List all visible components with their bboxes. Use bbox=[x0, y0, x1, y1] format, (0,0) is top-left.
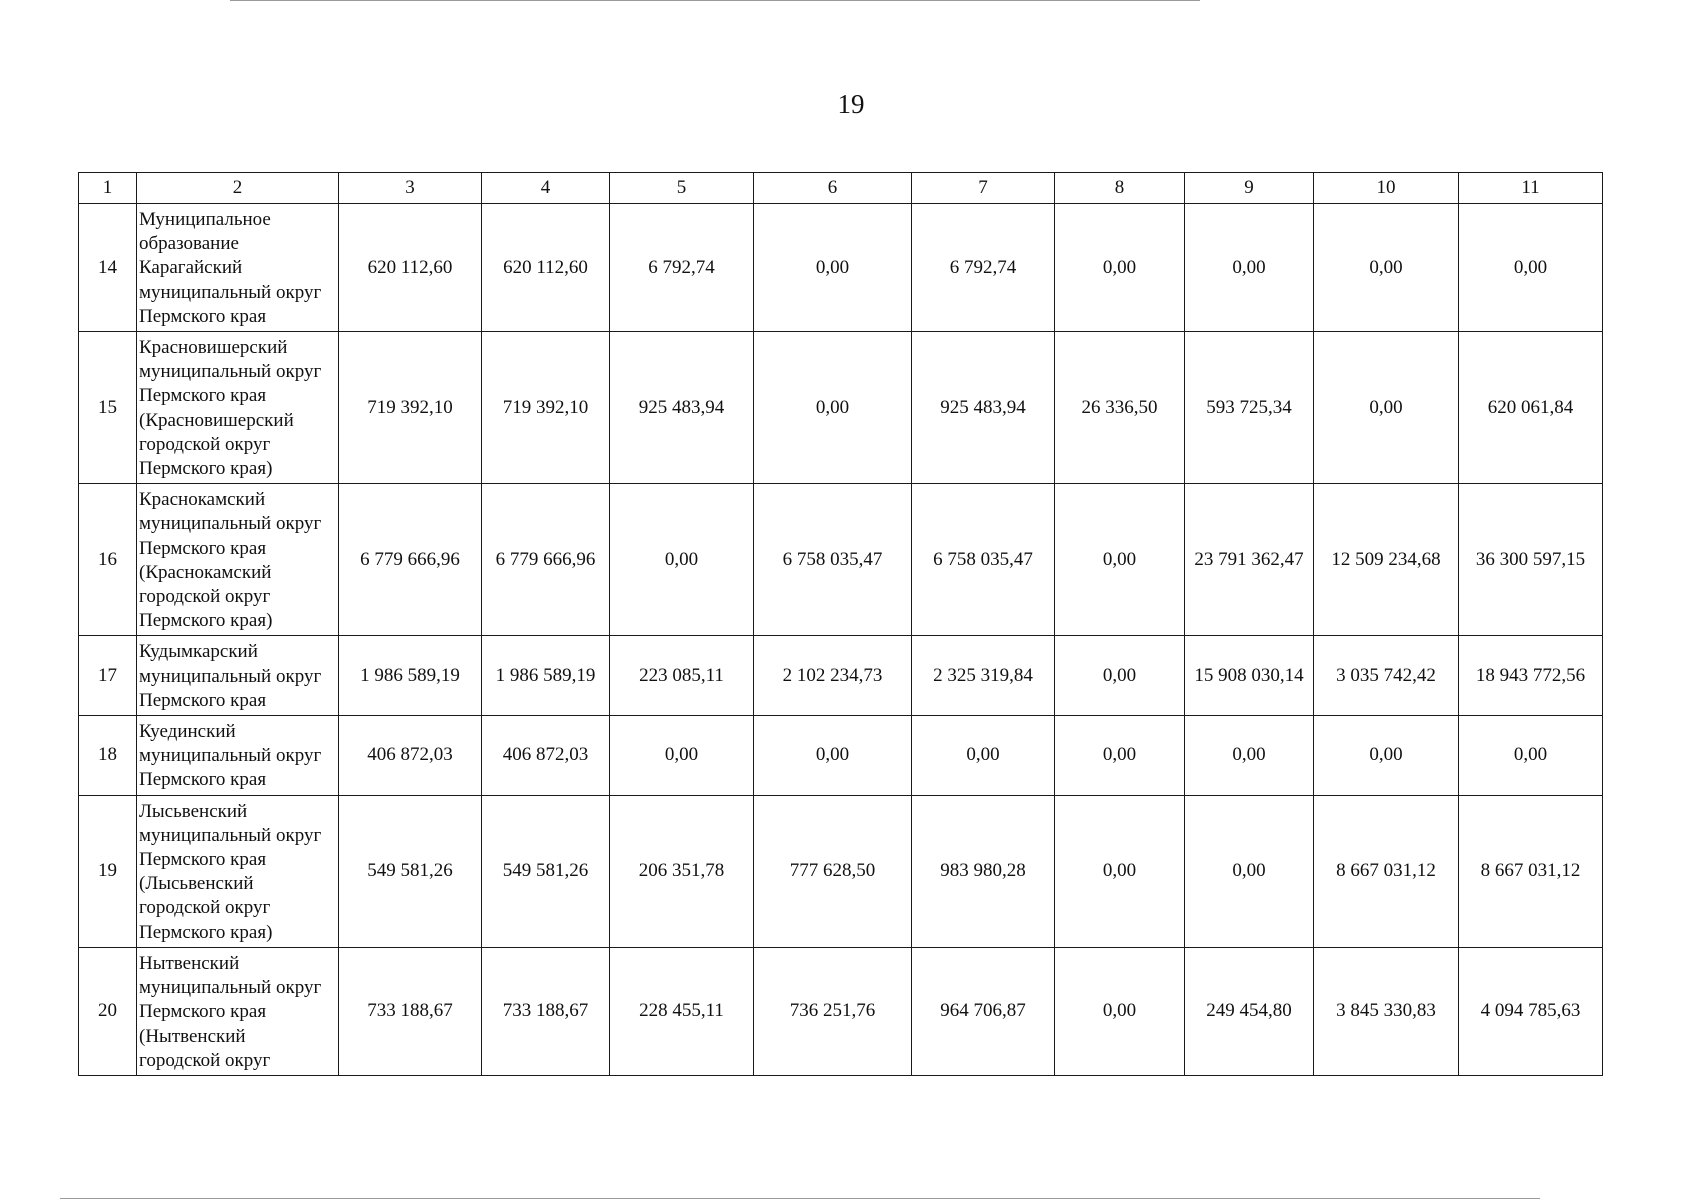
municipality-name-cell bbox=[137, 795, 339, 947]
value-cell-col-4: 549 581,26 bbox=[482, 795, 610, 947]
row-number-cell: 17 bbox=[79, 636, 137, 716]
row-number-cell: 15 bbox=[79, 332, 137, 484]
municipality-name-line: Пермского края) bbox=[139, 458, 273, 480]
municipality-name-line: Красновишерский bbox=[139, 337, 288, 359]
value-cell-col-3: 549 581,26 bbox=[339, 795, 482, 947]
column-header: 6 bbox=[754, 173, 912, 204]
table-body bbox=[79, 204, 1603, 1076]
value-cell-col-9: 0,00 bbox=[1185, 716, 1314, 796]
municipality-name-line: городской округ bbox=[139, 433, 271, 455]
value-cell-col-7: 6 758 035,47 bbox=[912, 484, 1055, 636]
municipality-name-line: Пермского края bbox=[139, 537, 267, 559]
value-cell-col-6: 0,00 bbox=[754, 716, 912, 796]
value-cell-col-5: 0,00 bbox=[610, 484, 754, 636]
municipality-name-line: муниципальный округ bbox=[139, 665, 322, 687]
value-cell-col-8: 0,00 bbox=[1055, 947, 1185, 1075]
municipality-name-cell bbox=[137, 484, 339, 636]
value-cell-col-5: 925 483,94 bbox=[610, 332, 754, 484]
value-cell-col-7: 925 483,94 bbox=[912, 332, 1055, 484]
value-cell-col-7: 983 980,28 bbox=[912, 795, 1055, 947]
row-number-cell: 14 bbox=[79, 204, 137, 332]
municipality-name-line: Пермского края bbox=[139, 1001, 267, 1023]
value-cell-col-8: 0,00 bbox=[1055, 204, 1185, 332]
value-cell-col-4: 406 872,03 bbox=[482, 716, 610, 796]
municipality-name-line: муниципальный округ bbox=[139, 977, 322, 999]
value-cell-col-9: 15 908 030,14 bbox=[1185, 636, 1314, 716]
value-cell-col-7: 6 792,74 bbox=[912, 204, 1055, 332]
scan-top-edge bbox=[230, 0, 1200, 1]
value-cell-col-5: 0,00 bbox=[610, 716, 754, 796]
row-number-cell: 16 bbox=[79, 484, 137, 636]
table-row bbox=[79, 332, 1603, 484]
value-cell-col-8: 0,00 bbox=[1055, 716, 1185, 796]
value-cell-col-10: 8 667 031,12 bbox=[1314, 795, 1459, 947]
municipality-name-line: Пермского края bbox=[139, 305, 267, 327]
municipality-name-cell bbox=[137, 332, 339, 484]
municipality-name-line: Пермского края bbox=[139, 849, 267, 871]
municipality-name-line: муниципальный округ bbox=[139, 281, 322, 303]
value-cell-col-9: 249 454,80 bbox=[1185, 947, 1314, 1075]
municipality-name-line: (Краснокамский bbox=[139, 561, 272, 583]
column-header: 8 bbox=[1055, 173, 1185, 204]
value-cell-col-9: 0,00 bbox=[1185, 795, 1314, 947]
value-cell-col-3: 1 986 589,19 bbox=[339, 636, 482, 716]
municipality-name-cell bbox=[137, 716, 339, 796]
column-header: 1 bbox=[79, 173, 137, 204]
value-cell-col-7: 0,00 bbox=[912, 716, 1055, 796]
municipality-name-line: Пермского края) bbox=[139, 610, 273, 632]
municipality-name-line: Пермского края) bbox=[139, 921, 273, 943]
header-row bbox=[79, 173, 1603, 204]
column-header: 7 bbox=[912, 173, 1055, 204]
data-table bbox=[78, 172, 1603, 1076]
column-header: 4 bbox=[482, 173, 610, 204]
value-cell-col-3: 733 188,67 bbox=[339, 947, 482, 1075]
municipality-name-line: Муниципальное bbox=[139, 209, 271, 230]
value-cell-col-8: 0,00 bbox=[1055, 636, 1185, 716]
value-cell-col-3: 719 392,10 bbox=[339, 332, 482, 484]
value-cell-col-4: 1 986 589,19 bbox=[482, 636, 610, 716]
municipality-name-cell bbox=[137, 947, 339, 1075]
column-header: 9 bbox=[1185, 173, 1314, 204]
column-header: 2 bbox=[137, 173, 339, 204]
table-row bbox=[79, 947, 1603, 1075]
column-header: 5 bbox=[610, 173, 754, 204]
value-cell-col-11: 4 094 785,63 bbox=[1459, 947, 1603, 1075]
value-cell-col-10: 3 845 330,83 bbox=[1314, 947, 1459, 1075]
value-cell-col-6: 736 251,76 bbox=[754, 947, 912, 1075]
column-header: 10 bbox=[1314, 173, 1459, 204]
value-cell-col-4: 6 779 666,96 bbox=[482, 484, 610, 636]
municipality-name-line: городской округ bbox=[139, 1049, 271, 1071]
row-number-cell: 18 bbox=[79, 716, 137, 796]
value-cell-col-11: 8 667 031,12 bbox=[1459, 795, 1603, 947]
value-cell-col-9: 0,00 bbox=[1185, 204, 1314, 332]
municipality-name-line: городской округ bbox=[139, 586, 271, 608]
municipality-name-line: муниципальный округ bbox=[139, 513, 322, 535]
value-cell-col-10: 0,00 bbox=[1314, 716, 1459, 796]
municipality-name-line: Нытвенский bbox=[139, 952, 240, 974]
value-cell-col-8: 0,00 bbox=[1055, 484, 1185, 636]
value-cell-col-9: 593 725,34 bbox=[1185, 332, 1314, 484]
value-cell-col-10: 12 509 234,68 bbox=[1314, 484, 1459, 636]
value-cell-col-7: 964 706,87 bbox=[912, 947, 1055, 1075]
row-number-cell: 20 bbox=[79, 947, 137, 1075]
value-cell-col-6: 777 628,50 bbox=[754, 795, 912, 947]
municipality-name-line: (Лысьвенский bbox=[139, 873, 254, 895]
table-row bbox=[79, 636, 1603, 716]
table-row bbox=[79, 204, 1603, 332]
value-cell-col-11: 18 943 772,56 bbox=[1459, 636, 1603, 716]
municipality-name-line: Краснокамский bbox=[139, 489, 266, 511]
page-number: 19 bbox=[837, 89, 865, 119]
value-cell-col-8: 0,00 bbox=[1055, 795, 1185, 947]
value-cell-col-6: 0,00 bbox=[754, 332, 912, 484]
value-cell-col-10: 3 035 742,42 bbox=[1314, 636, 1459, 716]
value-cell-col-3: 620 112,60 bbox=[339, 204, 482, 332]
value-cell-col-4: 620 112,60 bbox=[482, 204, 610, 332]
municipality-name-line: (Красновишерский bbox=[139, 409, 294, 431]
value-cell-col-10: 0,00 bbox=[1314, 332, 1459, 484]
value-cell-col-5: 223 085,11 bbox=[610, 636, 754, 716]
column-header: 3 bbox=[339, 173, 482, 204]
column-header: 11 bbox=[1459, 173, 1603, 204]
table-row bbox=[79, 484, 1603, 636]
row-number-cell: 19 bbox=[79, 795, 137, 947]
scan-bottom-edge bbox=[60, 1198, 1540, 1199]
municipality-name-line: муниципальный округ bbox=[139, 361, 322, 383]
value-cell-col-3: 6 779 666,96 bbox=[339, 484, 482, 636]
municipality-name-line: Пермского края bbox=[139, 689, 267, 711]
value-cell-col-7: 2 325 319,84 bbox=[912, 636, 1055, 716]
municipality-name-line: Куединский bbox=[139, 721, 236, 743]
municipality-name-line: муниципальный округ bbox=[139, 745, 322, 767]
municipality-name-line: Карагайский bbox=[139, 257, 243, 279]
table-row bbox=[79, 795, 1603, 947]
value-cell-col-11: 0,00 bbox=[1459, 716, 1603, 796]
value-cell-col-4: 719 392,10 bbox=[482, 332, 610, 484]
value-cell-col-3: 406 872,03 bbox=[339, 716, 482, 796]
value-cell-col-4: 733 188,67 bbox=[482, 947, 610, 1075]
municipality-name-line: городской округ bbox=[139, 897, 271, 919]
municipality-name-line: Лысьвенский bbox=[139, 800, 248, 822]
municipality-name-cell bbox=[137, 204, 339, 332]
municipality-name-line: муниципальный округ bbox=[139, 824, 322, 846]
value-cell-col-11: 620 061,84 bbox=[1459, 332, 1603, 484]
value-cell-col-8: 26 336,50 bbox=[1055, 332, 1185, 484]
value-cell-col-5: 6 792,74 bbox=[610, 204, 754, 332]
value-cell-col-9: 23 791 362,47 bbox=[1185, 484, 1314, 636]
municipality-name-line: Кудымкарский bbox=[139, 641, 258, 663]
municipality-name-line: (Нытвенский bbox=[139, 1025, 246, 1047]
value-cell-col-5: 206 351,78 bbox=[610, 795, 754, 947]
value-cell-col-6: 6 758 035,47 bbox=[754, 484, 912, 636]
value-cell-col-5: 228 455,11 bbox=[610, 947, 754, 1075]
value-cell-col-11: 36 300 597,15 bbox=[1459, 484, 1603, 636]
value-cell-col-11: 0,00 bbox=[1459, 204, 1603, 332]
municipality-name-cell bbox=[137, 636, 339, 716]
municipality-name-line: Пермского края bbox=[139, 385, 267, 407]
municipality-name-line: Пермского края bbox=[139, 769, 267, 791]
value-cell-col-6: 0,00 bbox=[754, 204, 912, 332]
value-cell-col-10: 0,00 bbox=[1314, 204, 1459, 332]
municipality-name-line: образование bbox=[139, 233, 239, 255]
table-row bbox=[79, 716, 1603, 796]
value-cell-col-6: 2 102 234,73 bbox=[754, 636, 912, 716]
